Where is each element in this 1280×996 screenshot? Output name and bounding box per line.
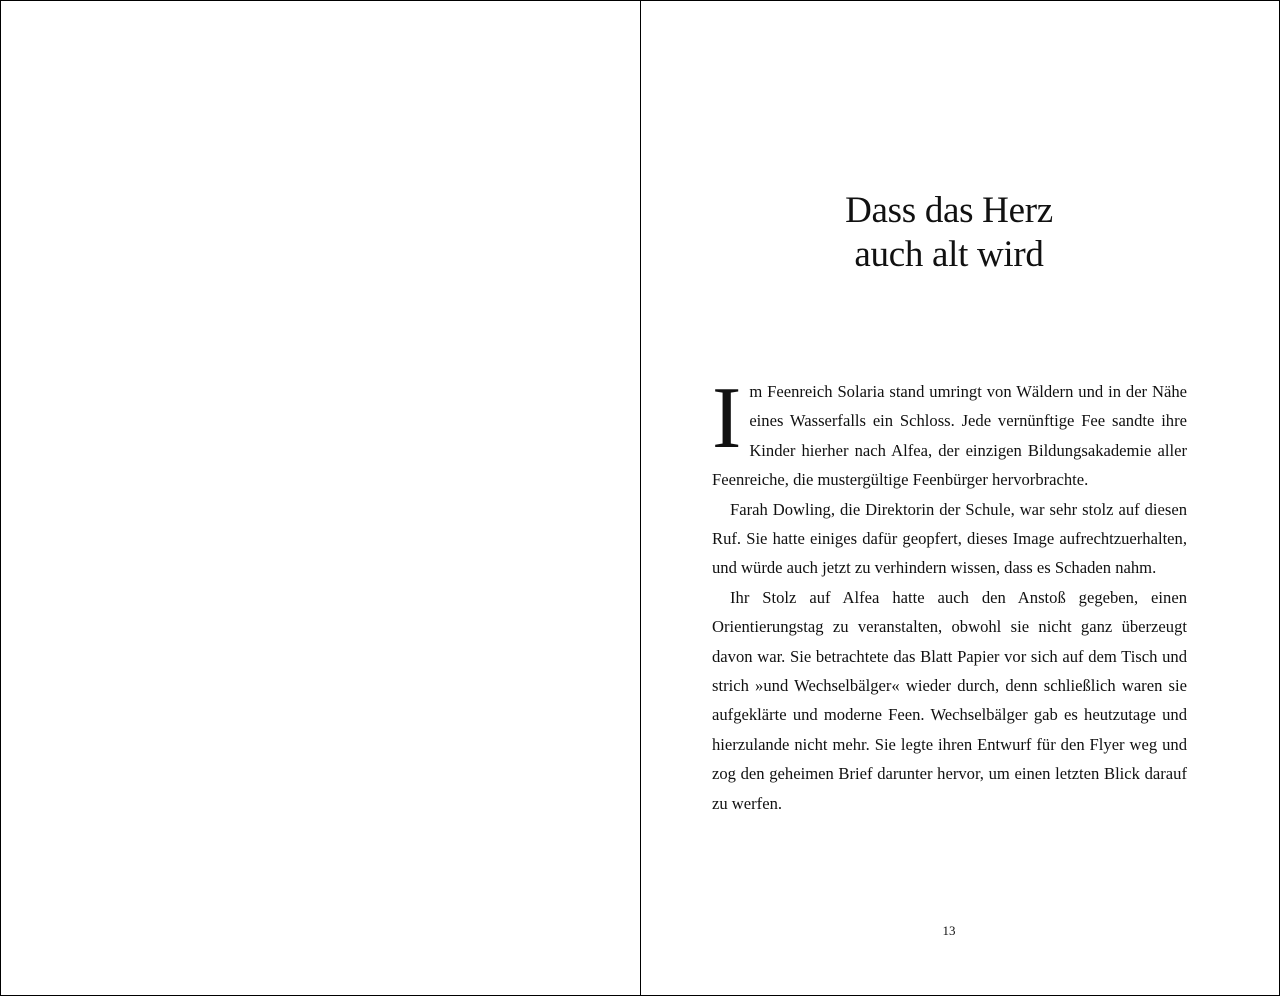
paragraph-1-text: m Feenreich Solaria stand umringt von Wäldern und in der Nähe eines Wasserfalls ein Schloss. Jede vernünftige Fee sandte ihre Kinder hierher nach Alfea, der einzigen Bildungsakademie aller Feenreiche, die mustergültige Feenbürger hervorbrachte. xyxy=(712,382,1187,490)
chapter-title-line-2: auch alt wird xyxy=(854,234,1044,275)
paragraph-1 xyxy=(712,370,1187,495)
chapter-title-line-1: Dass das Herz xyxy=(845,190,1053,231)
paragraph-3: Ihr Stolz auf Alfea hatte auch den Anstoß gegeben, einen Orientierungstag zu veranstalten, obwohl sie nicht ganz überzeugt davon war. Sie betrachtete das Blatt Papier vor sich auf dem Tisch und strich »und Wechselbälger« wieder durch, denn schließlich waren sie aufgeklärte und moderne Feen. Wechselbälger gab es heutzutage und hierzulande nicht mehr. Sie legte ihren Entwurf für den Flyer weg und zog den geheimen Brief darunter hervor, um einen letzten Blick darauf zu werfen. xyxy=(712,587,1187,813)
right-page xyxy=(641,1,1279,995)
chapter-body xyxy=(712,370,1187,818)
left-page-blank xyxy=(1,1,641,995)
chapter-title xyxy=(791,189,1107,277)
page-number: 13 xyxy=(942,923,956,938)
paragraph-2: Farah Dowling, die Direktorin der Schule, war sehr stolz auf diesen Ruf. Sie hatte einiges dafür geopfert, dieses Image aufrechtzuerhalten, und würde auch jetzt zu verhindern wissen, dass es Schaden nahm. xyxy=(712,499,1187,578)
drop-cap: I xyxy=(712,370,742,467)
